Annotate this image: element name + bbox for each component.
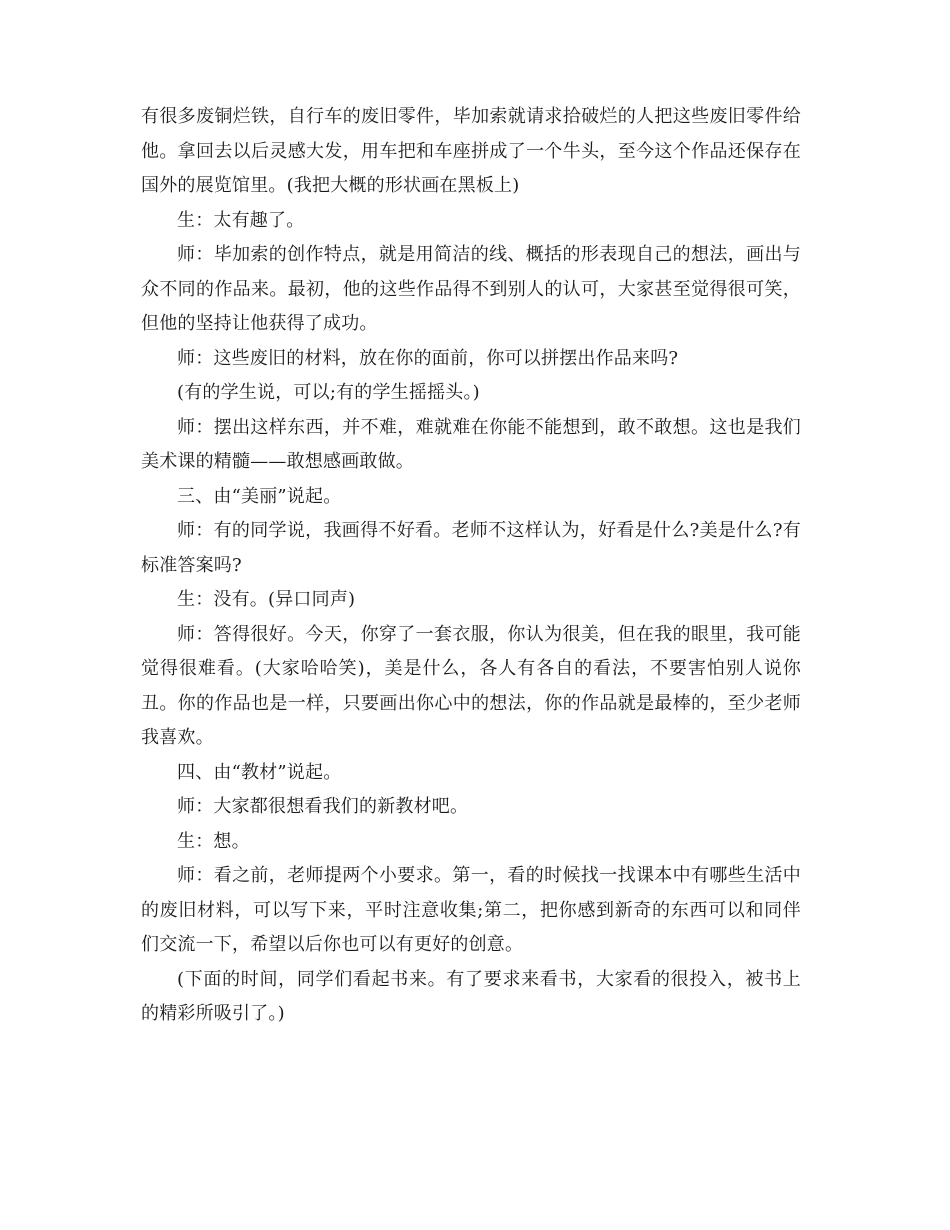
paragraph: 有很多废铜烂铁，自行车的废旧零件，毕加索就请求拾破烂的人把这些废旧零件给他。拿回去以后灵感大发，用车把和车座拼成了一个牛头，至今这个作品还保存在国外的展览馆里。(我把大概的形状画在黑板上) [141, 106, 801, 196]
paragraph: (下面的时间，同学们看起书来。有了要求来看书，大家看的很投入，被书上的精彩所吸引了。) [141, 968, 801, 1024]
paragraph: 师：这些废旧的材料，放在你的面前，你可以拼摆出作品来吗? [177, 347, 679, 369]
section-heading: 三、由“美丽”说起。 [177, 485, 342, 507]
paragraph: 生：太有趣了。 [177, 209, 305, 231]
paragraph: 生：想。 [177, 830, 250, 852]
paragraph: 师：毕加索的创作特点，就是用简洁的线、概括的形表现自己的想法，画出与众不同的作品来。最初，他的这些作品得不到别人的认可，大家甚至觉得很可笑，但他的坚持让他获得了成功。 [141, 244, 801, 334]
paragraph: 师：答得很好。今天，你穿了一套衣服，你认为很美，但在我的眼里，我可能觉得很难看。(大家哈哈笑)，美是什么，各人有各自的看法，不要害怕别人说你丑。你的作品也是一样，只要画出你心中的想法，你的作品就是最棒的，至少老师我喜欢。 [141, 623, 801, 748]
paragraph: 师：大家都很想看我们的新教材吧。 [177, 796, 469, 817]
section-heading: 四、由“教材”说起。 [177, 761, 342, 783]
paragraph: 师：摆出这样东西，并不难，难就难在你能不能想到，敢不敢想。这也是我们美术课的精髓——敢想感画敢做。 [141, 416, 801, 472]
paragraph: 生：没有。(异口同声) [177, 589, 356, 610]
document-body [141, 100, 801, 1032]
paragraph: 师：看之前，老师提两个小要求。第一，看的时候找一找课本中有哪些生活中的废旧材料，可以写下来，平时注意收集;第二，把你感到新奇的东西可以和同伴们交流一下，希望以后你也可以有更好的创意。 [141, 865, 801, 955]
paragraph: (有的学生说，可以;有的学生摇摇头。) [177, 382, 480, 403]
paragraph: 师：有的同学说，我画得不好看。老师不这样认为，好看是什么?美是什么?有标准答案吗? [141, 520, 801, 576]
